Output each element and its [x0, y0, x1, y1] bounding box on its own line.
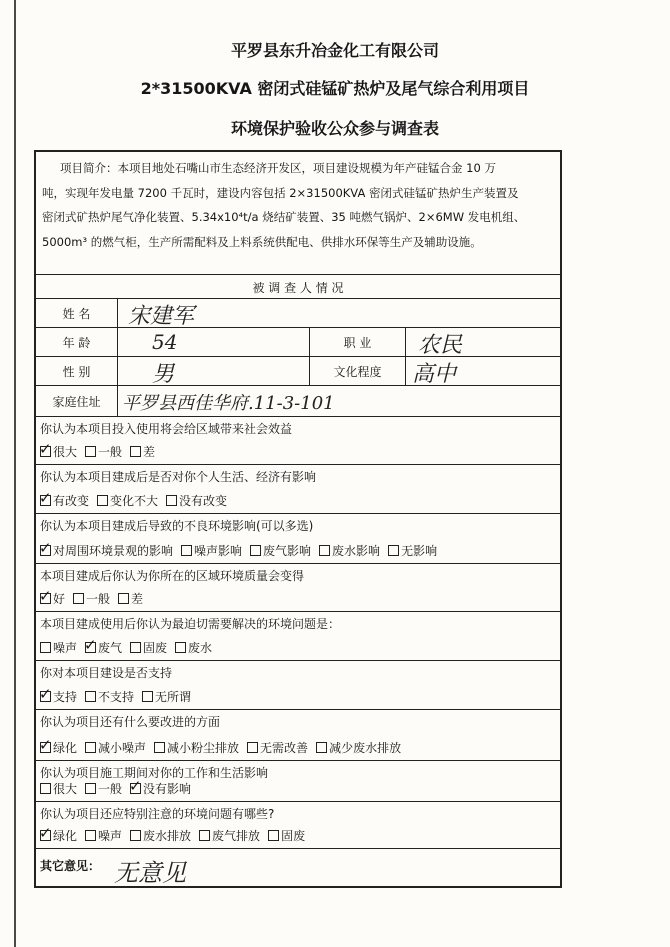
option[interactable] [84, 636, 123, 656]
option-label: 变化不大 [110, 494, 159, 508]
option-label: 无所谓 [155, 690, 192, 704]
option-label: 一般 [86, 592, 111, 606]
checkbox[interactable] [175, 642, 186, 653]
option-label: 噪声影响 [194, 544, 243, 558]
check-mark-icon: ✓ [39, 824, 52, 842]
other-label: 其它意见： [40, 859, 101, 873]
option-label: 废水影响 [332, 544, 381, 558]
address-row [36, 386, 560, 417]
option-label: 没有改变 [179, 494, 228, 508]
option-group [40, 636, 220, 656]
check-mark-icon: ✓ [39, 685, 52, 703]
option-label: 减少废水排放 [329, 741, 402, 755]
checked-checkbox[interactable] [39, 587, 52, 605]
option-label: 固废 [143, 641, 168, 655]
option[interactable] [39, 489, 90, 509]
option[interactable] [175, 639, 212, 656]
age-value: 54 [152, 330, 178, 354]
checked-checkbox[interactable] [39, 736, 52, 754]
respondent-section-row [36, 275, 560, 299]
option-group [39, 440, 163, 460]
option-label: 绿化 [53, 741, 78, 755]
option-label: 支持 [53, 690, 78, 704]
checked-checkbox[interactable] [84, 636, 97, 654]
address-value: 平罗县西佳华府.11-3-101 [122, 393, 335, 414]
option[interactable] [118, 590, 143, 607]
option[interactable] [85, 827, 122, 844]
sex-cell [118, 357, 310, 385]
option-label: 无影响 [401, 544, 438, 558]
question-text: 你认为项目施工期间对你的工作和生活影响 [40, 766, 269, 780]
edu-value: 高中 [412, 362, 457, 387]
option-label: 废气排放 [212, 829, 261, 843]
option[interactable] [73, 590, 110, 607]
option[interactable] [130, 639, 167, 656]
option-label: 差 [131, 592, 144, 606]
checkbox[interactable] [85, 742, 96, 753]
job-value: 农民 [418, 333, 463, 358]
intro-line: 5000m³ 的燃气柜，生产所需配料及上料系统供配电、供排水环保等生产及辅助设施。 [42, 234, 482, 249]
checkbox[interactable] [181, 545, 192, 556]
option[interactable] [85, 443, 122, 460]
question-row [36, 612, 560, 661]
option-label: 固废 [281, 829, 306, 843]
other-row [36, 849, 560, 888]
checkbox[interactable] [268, 830, 279, 841]
sex-value: 男 [152, 362, 175, 387]
option-group [40, 777, 199, 797]
option-group [39, 587, 151, 607]
checkbox[interactable] [250, 545, 261, 556]
option-label: 好 [53, 592, 66, 606]
option[interactable] [85, 739, 146, 756]
option-label: 无需改善 [260, 741, 309, 755]
job-label: 职 业 [310, 328, 406, 356]
option[interactable] [268, 827, 305, 844]
option[interactable] [166, 492, 227, 509]
option-label: 很大 [53, 782, 78, 796]
question-row [36, 661, 560, 710]
other-value: 无意见 [114, 859, 186, 887]
question-text: 本项目建成后你认为你所在的区域环境质量会变得 [40, 569, 305, 583]
option[interactable] [247, 739, 308, 756]
option[interactable] [199, 827, 260, 844]
option[interactable] [388, 542, 437, 559]
option-label: 绿化 [53, 829, 78, 843]
checkbox[interactable] [85, 691, 96, 702]
survey-form [34, 150, 562, 888]
address-label: 家庭住址 [36, 386, 118, 416]
form-title: 环境保护验收公众参与调查表 [230, 119, 439, 138]
option[interactable] [39, 440, 78, 460]
option-group [39, 736, 409, 756]
project-intro [36, 152, 560, 275]
checkbox[interactable] [85, 830, 96, 841]
question-row [36, 417, 560, 465]
checked-checkbox[interactable] [39, 824, 52, 842]
option-label: 噪声 [98, 829, 123, 843]
option[interactable] [40, 639, 77, 656]
option[interactable] [130, 827, 191, 844]
question-text: 你对本项目建设是否支持 [40, 666, 173, 680]
question-row [36, 514, 560, 564]
edu-label: 文化程度 [310, 357, 406, 385]
question-text: 你认为项目还应特别注意的环境问题有哪些? [40, 807, 275, 821]
sex-edu-row [36, 357, 560, 386]
checked-checkbox[interactable] [39, 539, 52, 557]
question-text: 你认为本项目建成后是否对你个人生活、经济有影响 [40, 470, 317, 484]
checkbox[interactable] [319, 545, 330, 556]
intro-line: 密闭式矿热炉尾气净化装置、5.34x10⁴t/a 烧结矿装置、35 吨燃气锅炉、2×6MW 发电机组、 [42, 210, 526, 224]
intro-line: 项目简介：本项目地处石嘴山市生态经济开发区，项目建设规模为年产硅锰合金 10 万 [60, 161, 496, 175]
name-value: 宋建军 [128, 304, 195, 329]
checkbox[interactable] [130, 642, 141, 653]
option[interactable] [85, 688, 134, 705]
age-cell [118, 328, 310, 356]
option-label: 一般 [98, 782, 123, 796]
company-name: 平罗县东升冶金化工有限公司 [230, 41, 439, 60]
question-text: 你认为本项目建成后导致的不良环境影响(可以多选) [40, 519, 314, 533]
option[interactable] [97, 492, 158, 509]
checkbox[interactable] [316, 742, 327, 753]
age-label: 年 龄 [36, 328, 118, 356]
intro-line: 吨，实现年发电量 7200 千瓦时，建设内容包括 2×31500KVA 密闭式硅锰矿热炉生产装置及 [42, 185, 519, 200]
checkbox[interactable] [142, 691, 153, 702]
checkbox[interactable] [85, 446, 96, 457]
option-label: 对周围环境景观的影响 [53, 544, 174, 558]
option[interactable] [250, 542, 311, 559]
question-row [36, 802, 560, 849]
respondent-section-title: 被 调 查 人 情 况 [252, 281, 344, 295]
option[interactable] [39, 685, 78, 705]
option-label: 废气 [98, 641, 123, 655]
checkbox[interactable] [247, 742, 258, 753]
checkbox[interactable] [97, 495, 108, 506]
question-text: 你认为本项目投入使用将会给区域带来社会效益 [40, 422, 293, 436]
checkbox[interactable] [118, 593, 129, 604]
option[interactable] [319, 542, 380, 559]
option-label: 噪声 [53, 641, 78, 655]
option[interactable] [39, 736, 78, 756]
check-mark-icon: ✓ [84, 636, 97, 654]
checkbox[interactable] [199, 830, 210, 841]
checkbox[interactable] [40, 642, 51, 653]
question-row [36, 564, 560, 612]
option-label: 差 [143, 445, 156, 459]
option-group [39, 824, 313, 844]
sex-label: 性 别 [36, 357, 118, 385]
check-mark-icon: ✓ [39, 539, 52, 557]
question-row [36, 761, 560, 802]
option[interactable] [181, 542, 242, 559]
checkbox[interactable] [388, 545, 399, 556]
option-label: 减小噪声 [98, 741, 147, 755]
option-label: 很大 [53, 445, 78, 459]
checkbox[interactable] [73, 593, 84, 604]
option[interactable] [40, 780, 77, 797]
option[interactable] [39, 539, 174, 559]
option[interactable] [85, 780, 122, 797]
age-job-row [36, 328, 560, 357]
checkbox[interactable] [85, 783, 96, 794]
checked-checkbox[interactable] [39, 489, 52, 507]
checked-checkbox[interactable] [39, 440, 52, 458]
option[interactable] [316, 739, 401, 756]
option-label: 一般 [98, 445, 123, 459]
checkbox[interactable] [130, 830, 141, 841]
checkbox[interactable] [154, 742, 165, 753]
question-row [36, 710, 560, 761]
option-label: 废水排放 [143, 829, 192, 843]
checked-checkbox[interactable] [39, 685, 52, 703]
option-label: 废水 [188, 641, 213, 655]
option-group [39, 539, 445, 559]
option[interactable] [130, 443, 155, 460]
check-mark-icon: ✓ [39, 736, 52, 754]
checkbox[interactable] [40, 783, 51, 794]
check-mark-icon: ✓ [39, 489, 52, 507]
option-label: 废气影响 [263, 544, 312, 558]
checkbox[interactable] [166, 495, 177, 506]
check-mark-icon: ✓ [129, 777, 142, 795]
check-mark-icon: ✓ [39, 587, 52, 605]
option[interactable] [39, 587, 66, 607]
question-row [36, 465, 560, 514]
option-label: 有改变 [53, 494, 90, 508]
question-text: 你认为项目还有什么要改进的方面 [40, 715, 221, 729]
project-name: 2*31500KVA 密闭式硅锰矿热炉及尾气综合利用项目 [140, 79, 530, 98]
name-label: 姓 名 [36, 299, 118, 327]
option[interactable] [142, 688, 191, 705]
question-text: 本项目建成使用后你认为最迫切需要解决的环境问题是： [40, 617, 341, 631]
checked-checkbox[interactable] [129, 777, 142, 795]
page-edge-line [14, 0, 16, 947]
option[interactable] [129, 777, 192, 797]
option-label: 不支持 [98, 690, 135, 704]
check-mark-icon: ✓ [39, 440, 52, 458]
option-group [39, 685, 199, 705]
option-group [39, 489, 235, 509]
option[interactable] [39, 824, 78, 844]
checkbox[interactable] [130, 446, 141, 457]
option[interactable] [154, 739, 239, 756]
name-row [36, 299, 560, 328]
option-label: 没有影响 [143, 782, 192, 796]
option-label: 减小粉尘排放 [167, 741, 240, 755]
